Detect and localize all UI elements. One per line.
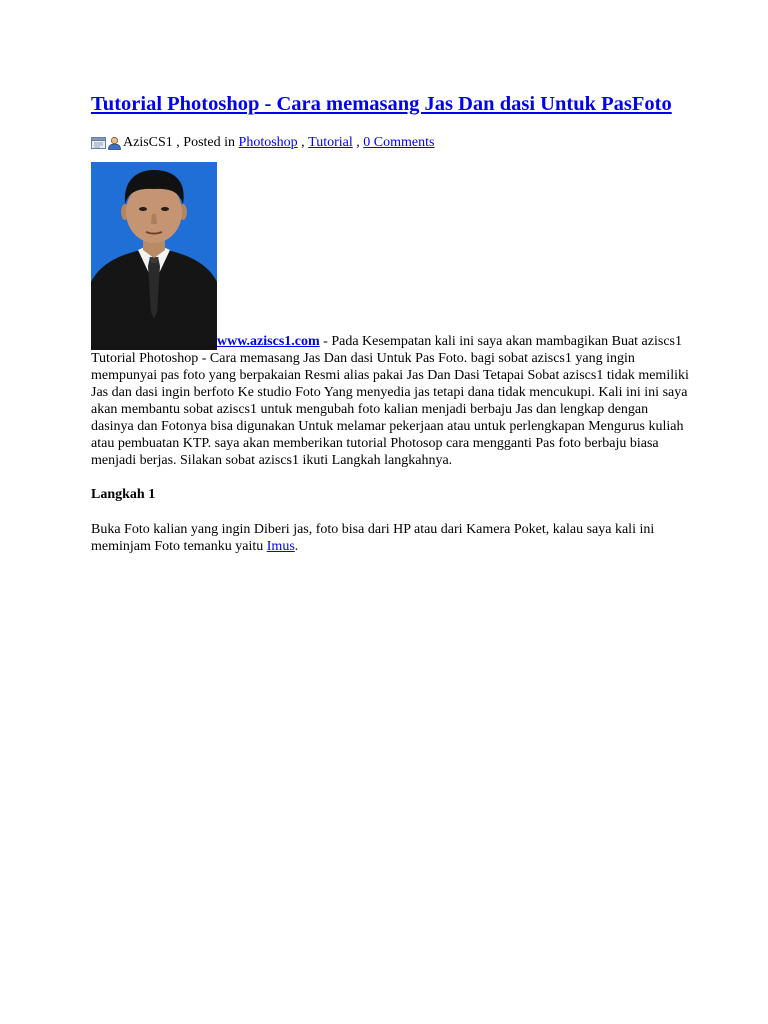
meta-separator: ,: [297, 135, 309, 150]
post-container: [91, 92, 691, 555]
user-icon: [107, 136, 122, 150]
posted-in-text: , Posted in: [172, 135, 239, 150]
imus-link[interactable]: Imus: [266, 539, 295, 554]
post-body: [91, 162, 691, 469]
passport-photo: [91, 162, 217, 350]
post-intro-text: - Pada Kesempatan kali ini saya akan mambagikan Buat aziscs1 Tutorial Photoshop - Cara memasang Jas Dan dasi Untuk Pas Foto. bagi sobat aziscs1 yang ingin mempunyai pas foto yang berpakaian Resmi alias pakai Jas Dan Dasi Tetapai Sobat aziscs1 tidak memiliki Jas dan dasi ingin berfoto Ke studio Foto Yang menyedia jas tetapi dana tidak mencukupi. Kali ini ini saya akan membantu sobat aziscs1 untuk mengubah foto kalian menjadi berbaju Jas dan lengkap dengan dasinya dan Fotonya bisa digunakan Untuk melamar pekerjaan atau untuk perlengkapan Mengurus kuliah atau pembuatan KTP. saya akan memberikan tutorial Photosop cara mengganti Pas foto berbaju biasa menjadi berjas. Silakan sobat aziscs1 ikuti Langkah langkahnya.: [91, 334, 689, 468]
post-title-link[interactable]: Tutorial Photoshop - Cara memasang Jas Dan dasi Untuk PasFoto: [91, 93, 672, 115]
step-1-end: .: [294, 539, 299, 554]
meta-separator: ,: [352, 135, 364, 150]
category-link-tutorial[interactable]: Tutorial: [308, 135, 353, 150]
calendar-icon: [91, 136, 106, 150]
post-author: AzisCS1: [123, 135, 173, 150]
step-1-text-block: [91, 521, 691, 555]
step-1-heading: Langkah 1: [91, 487, 156, 502]
step-1-text: Buka Foto kalian yang ingin Diberi jas, foto bisa dari HP atau dari Kamera Poket, kalau saya kali ini meminjam Foto temanku yaitu: [91, 522, 655, 554]
post-meta: [91, 134, 691, 152]
site-link[interactable]: www.aziscs1.com: [217, 334, 320, 349]
comments-link[interactable]: 0 Comments: [363, 135, 435, 150]
category-link-photoshop[interactable]: Photoshop: [238, 135, 298, 150]
